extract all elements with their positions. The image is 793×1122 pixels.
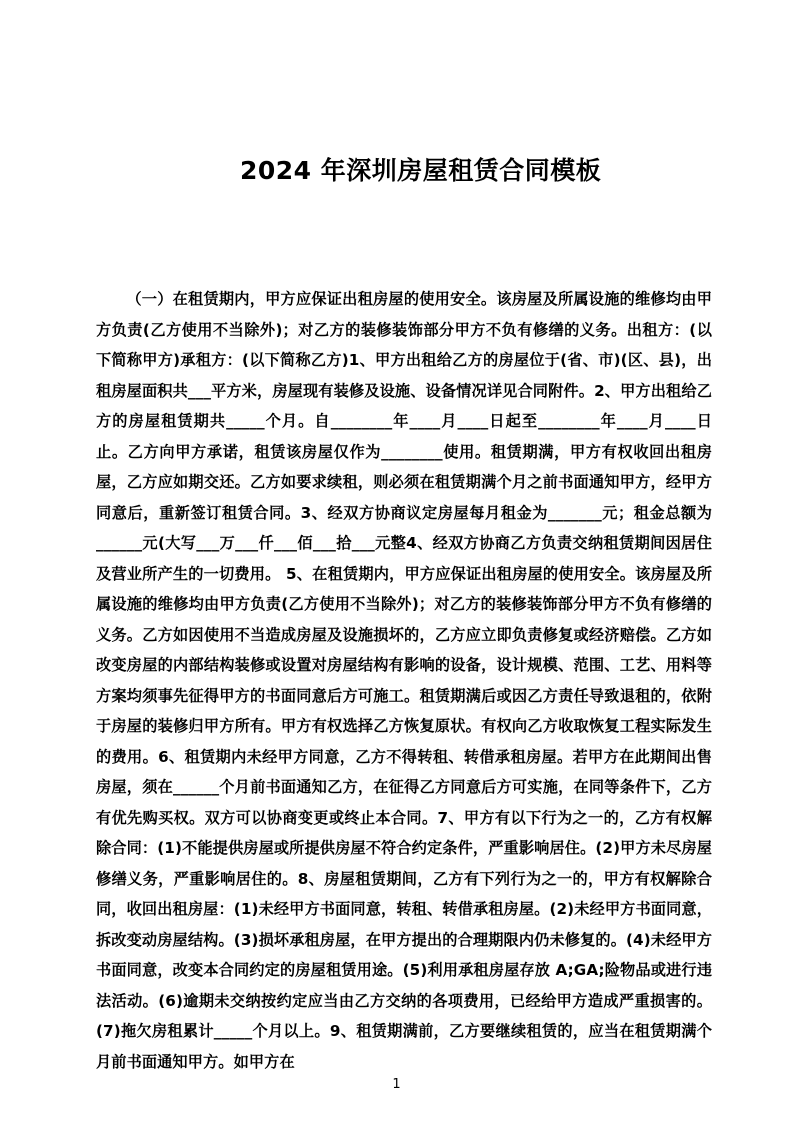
page-number: 1 [392,1077,401,1092]
contract-body-text: （一）在租赁期内，甲方应保证出租房屋的使用安全。该房屋及所属设施的维修均由甲方负责(乙方使用不当除外)；对乙方的装修装饰部分甲方不负有修缮的义务。出租方：(以下简称甲方)承租方：(以下简称乙方)1、甲方出租给乙方的房屋位于(省、市)(区、县)，出租房屋面积共___平方米，房屋现有装修及设施、设备情况详见合同附件。2、甲方出租给乙方的房屋租赁期共_____个月。自________年____月____日起至________年____月____日止。乙方向甲方承诺，租赁该房屋仅作为________使用。租赁期满，甲方有权收回出租房屋，乙方应如期交还。乙方如要求续租，则必须在租赁期满个月之前书面通知甲方，经甲方同意后，重新签订租赁合同。3、经双方协商议定房屋每月租金为_______元；租金总额为______元(大写___万___仟___佰___拾___元整4、经双方协商乙方负责交纳租赁期间因居住及营业所产生的一切费用。 5、在租赁期内，甲方应保证出租房屋的使用安全。该房屋及所属设施的维修均由甲方负责(乙方使用不当除外)；对乙方的装修装饰部分甲方不负有修缮的义务。乙方如因使用不当造成房屋及设施损坏的，乙方应立即负责修复或经济赔偿。乙方如改变房屋的内部结构装修或设置对房屋结构有影响的设备，设计规模、范围、工艺、用料等方案均须事先征得甲方的书面同意后方可施工。租赁期满后或因乙方责任导致退租的，依附于房屋的装修归甲方所有。甲方有权选择乙方恢复原状。有权向乙方收取恢复工程实际发生的费用。6、租赁期内未经甲方同意，乙方不得转租、转借承租房屋。若甲方在此期间出售房屋，须在______个月前书面通知乙方，在征得乙方同意后方可实施，在同等条件下，乙方有优先购买权。双方可以协商变更或终止本合同。7、甲方有以下行为之一的，乙方有权解除合同：(1)不能提供房屋或所提供房屋不符合约定条件，严重影响居住。(2)甲方未尽房屋修缮义务，严重影响居住的。8、房屋租赁期间，乙方有下列行为之一的，甲方有权解除合同，收回出租房屋：(1)未经甲方书面同意，转租、转借承租房屋。(2)未经甲方书面同意，拆改变动房屋结构。(3)损坏承租房屋，在甲方提出的合理期限内仍未修复的。(4)未经甲方书面同意，改变本合同约定的房屋租赁用途。(5)利用承租房屋存放 A;GA;险物品或进行违法活动。(6)逾期未交纳按约定应当由乙方交纳的各项费用，已经给甲方造成严重损害的。(7)拖欠房租累计_____个月以上。9、租赁期满前，乙方要继续租赁的，应当在租赁期满个月前书面通知甲方。如甲方在 [96,290,712,1071]
page-title: 2024 年深圳房屋租赁合同模板 [240,155,602,185]
contract-body [96,284,712,1077]
